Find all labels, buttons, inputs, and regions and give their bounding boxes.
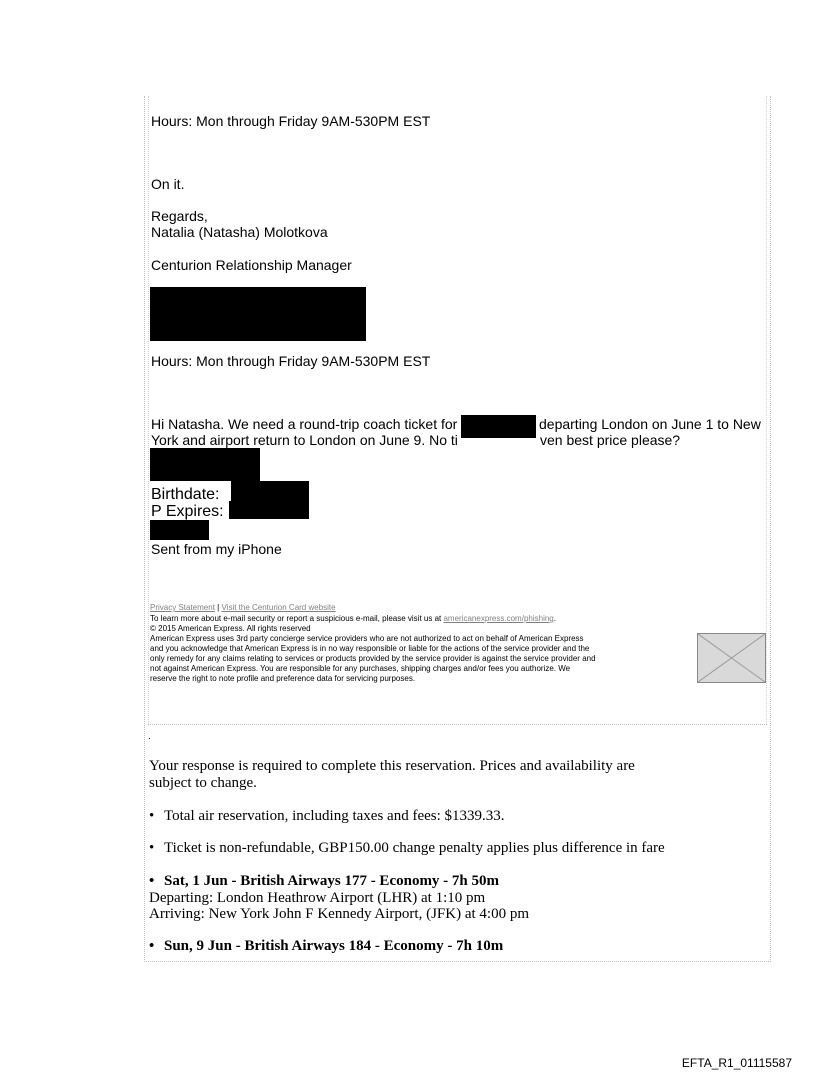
- broken-image-icon: [698, 634, 765, 682]
- hours-text: Hours: Mon through Friday 9AM-530PM EST: [151, 113, 431, 129]
- centurion-website-link[interactable]: Visit the Centurion Card website: [221, 603, 336, 612]
- separator-dot: .: [148, 731, 151, 742]
- passport-expires-label: P Expires:: [151, 503, 224, 520]
- phishing-link[interactable]: americanexpress.com/phishing: [443, 614, 554, 623]
- bullet: •: [149, 808, 155, 824]
- redaction-block: [229, 501, 309, 519]
- request-text-2b: ven best price please?: [540, 432, 681, 448]
- broken-image-placeholder: [697, 633, 766, 683]
- redaction-block: [150, 448, 260, 481]
- redaction-block: [461, 415, 536, 438]
- redaction-block: [150, 287, 366, 341]
- request-text-1b: departing London on June 1 to New: [539, 416, 761, 432]
- hours-text-2: Hours: Mon through Friday 9AM-530PM EST: [151, 353, 431, 369]
- legal-line-4: and you acknowledge that American Express is in no way responsible or liable for the actions of the service provider and the: [150, 644, 590, 653]
- flight-2-title: Sun, 9 Jun - British Airways 184 - Economy - 7h 10m: [164, 938, 504, 954]
- inner-frame-left: [148, 96, 149, 724]
- legal-line-7: reserve the right to note profile and preference data for servicing purposes.: [150, 674, 416, 683]
- legal-line-1-prefix: To learn more about e-mail security or report a suspicious e-mail, please visit us at: [150, 614, 442, 623]
- redaction-block: [231, 481, 309, 502]
- bullet: •: [149, 938, 155, 954]
- flight-1-title: Sat, 1 Jun - British Airways 177 - Economy - 7h 50m: [164, 873, 500, 889]
- footer-links: [150, 603, 336, 613]
- reply-text: On it.: [151, 176, 185, 192]
- legal-line-5: only remedy for any claims relating to services or products provided by the service provider is against the service provider and: [150, 654, 596, 663]
- legal-line-1-suffix: .: [553, 614, 556, 623]
- privacy-statement-link[interactable]: Privacy Statement: [150, 603, 215, 612]
- bullet: •: [149, 873, 155, 889]
- flight-1-departing: Departing: London Heathrow Airport (LHR) at 1:10 pm: [149, 890, 486, 906]
- email-frame-bottom: [144, 961, 771, 962]
- link-separator: |: [217, 603, 220, 612]
- redaction-block: [150, 520, 209, 540]
- reservation-notice-2: subject to change.: [149, 775, 257, 791]
- inner-frame-right: [766, 96, 767, 724]
- legal-line-2: © 2015 American Express. All rights reserved: [150, 624, 311, 633]
- request-text-1a: Hi Natasha. We need a round-trip coach ticket for: [151, 416, 458, 432]
- flight-1-arriving: Arriving: New York John F Kennedy Airport, (JFK) at 4:00 pm: [149, 906, 529, 922]
- sender-name: Natalia (Natasha) Molotkova: [151, 224, 328, 240]
- birthdate-label: Birthdate:: [151, 486, 220, 503]
- reservation-notice-1: Your response is required to complete this reservation. Prices and availability are: [149, 758, 635, 774]
- regards-text: Regards,: [151, 208, 208, 224]
- legal-line-1: [150, 614, 556, 624]
- sender-title: Centurion Relationship Manager: [151, 257, 352, 273]
- bullet: •: [149, 840, 155, 856]
- legal-line-6: not against American Express. You are responsible for any purchases, shipping charges and/or fees you authorize. We: [150, 664, 571, 673]
- page-id: EFTA_R1_01115587: [681, 1056, 792, 1070]
- inner-frame-bottom: [148, 724, 767, 725]
- request-text-2a: York and airport return to London on June 9. No ti: [151, 432, 458, 448]
- ticket-terms-text: Ticket is non-refundable, GBP150.00 change penalty applies plus difference in fare: [164, 840, 665, 856]
- total-price-text: Total air reservation, including taxes and fees: $1339.33.: [164, 808, 505, 824]
- legal-line-3: American Express uses 3rd party concierge service providers who are not authorized to act on behalf of American Express: [150, 634, 584, 643]
- signature-text: Sent from my iPhone: [151, 541, 282, 557]
